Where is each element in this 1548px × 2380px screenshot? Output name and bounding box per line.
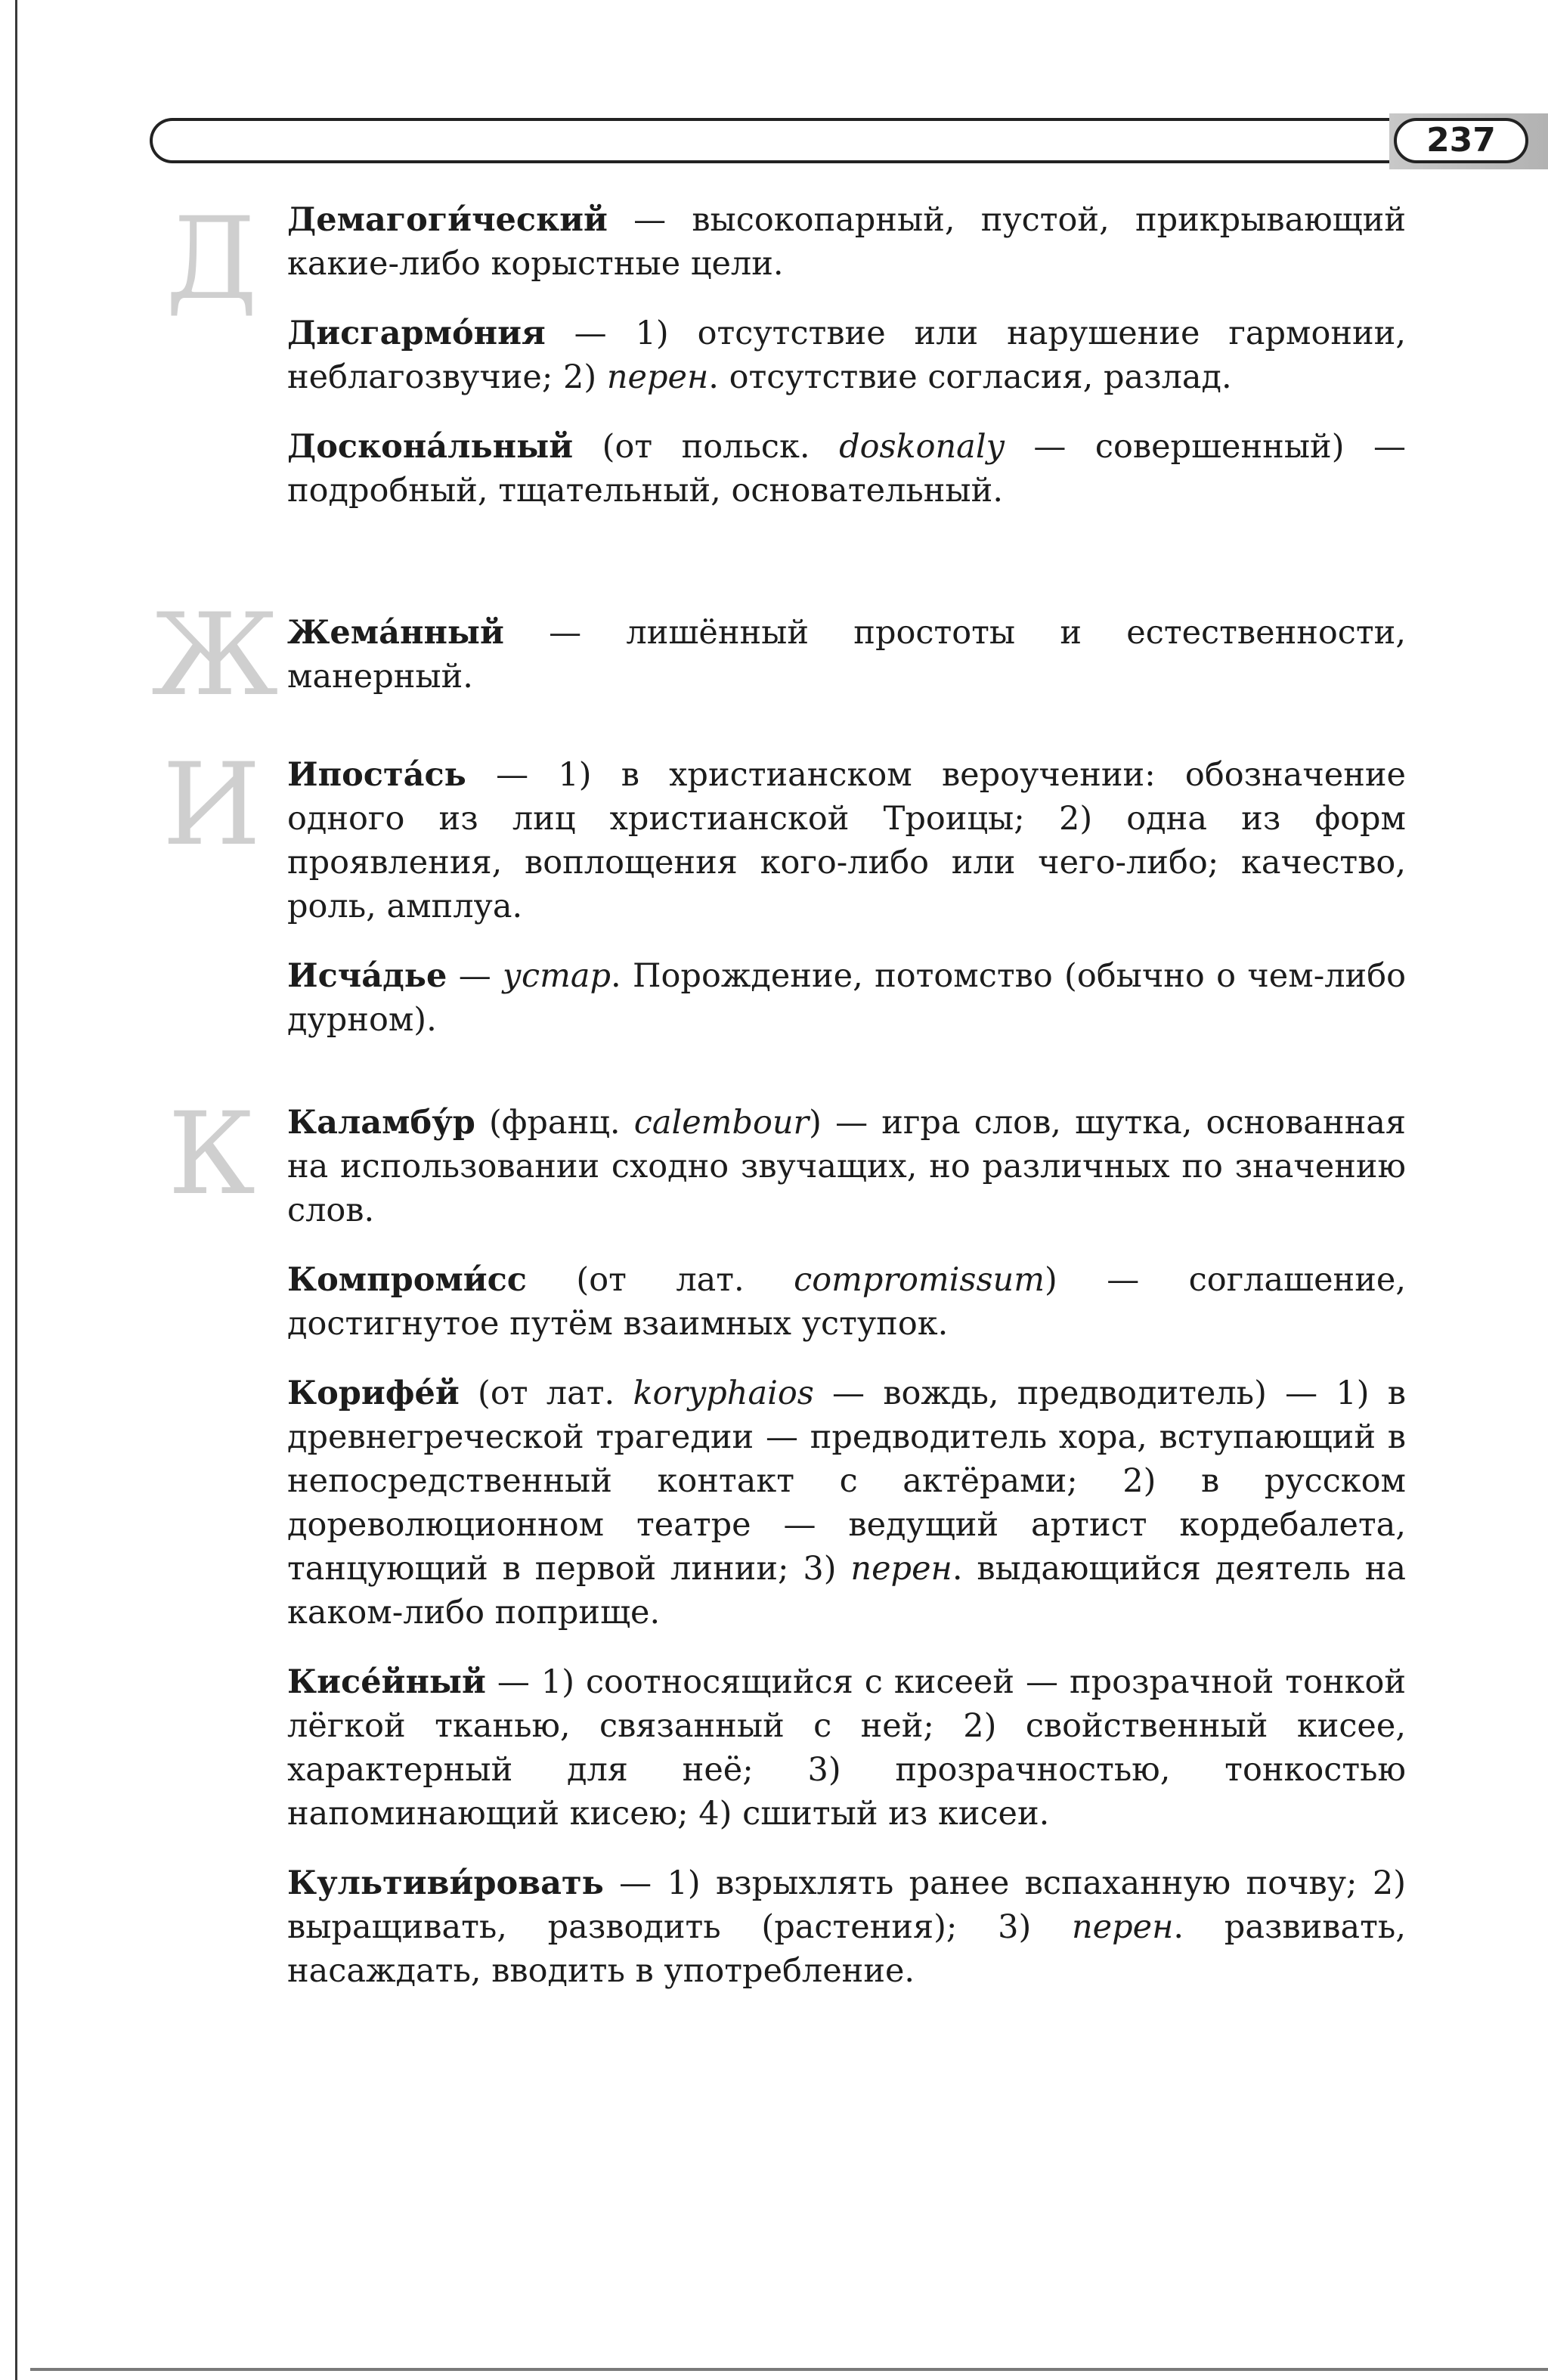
dictionary-entry bbox=[287, 198, 1406, 286]
dictionary-entry bbox=[287, 1258, 1406, 1346]
entry-term: Дисгармо́ния bbox=[287, 315, 546, 352]
page-header bbox=[150, 113, 1548, 169]
entry-definition: (франц. bbox=[475, 1104, 634, 1142]
entry-definition: . выдающийся деятель на каком-либо поприще. bbox=[287, 1550, 1406, 1632]
entry-term: Жема́нный bbox=[287, 614, 504, 652]
bottom-page-edge bbox=[30, 2368, 1548, 2371]
entry-term: Корифе́й bbox=[287, 1374, 460, 1412]
entry-definition: — 1) взрыхлять ранее вспаханную почву; 2) выращивать, разводить (растения); 3) bbox=[287, 1864, 1406, 1946]
entry-definition: — 1) соотносящийся с кисеей — прозрачной тонкой лёгкой тканью, связанный с ней; 2) свойственный кисее, характерный для неё; 3) прозрачностью, тонкостью напоминающий кисею; 4) сшитый из кисеи. bbox=[287, 1663, 1406, 1833]
section-zh bbox=[287, 611, 1406, 724]
entry-definition: (от польск. bbox=[573, 428, 840, 466]
section-letter-zh: Ж bbox=[151, 590, 279, 721]
dictionary-entry bbox=[287, 425, 1406, 513]
entry-definition: — вождь, предводитель) — 1) в древнегреческой трагедии — предводитель хора, вступающий в непосредственный контакт с актёрами; 2) в русском дореволюционном театре — ведущий артист кордебалета, танцующий в первой линии; 3) bbox=[287, 1374, 1406, 1588]
entry-definition: . развивать, насаждать, вводить в употребление. bbox=[287, 1908, 1406, 1990]
entry-term: Исча́дье bbox=[287, 957, 447, 995]
entry-definition: — высокопарный, пустой, прикрывающий какие-либо корыстные цели. bbox=[287, 201, 1406, 283]
dictionary-entry bbox=[287, 1660, 1406, 1836]
entry-etymon: compromissum bbox=[794, 1261, 1045, 1299]
entry-term: Компроми́сс bbox=[287, 1261, 527, 1299]
entry-definition: — лишённый простоты и естественности, манерный. bbox=[287, 614, 1406, 696]
entry-definition: — совершенный) — подробный, тщательный, основательный. bbox=[287, 428, 1406, 510]
entry-label: перен bbox=[850, 1550, 952, 1588]
entry-definition: (от лат. bbox=[526, 1261, 794, 1299]
section-d bbox=[287, 198, 1406, 538]
dictionary-entry bbox=[287, 1861, 1406, 1993]
entry-etymon: calembour bbox=[633, 1104, 810, 1142]
entry-term: Культиви́ровать bbox=[287, 1864, 604, 1902]
dictionary-entry bbox=[287, 1371, 1406, 1635]
entry-definition: (от лат. bbox=[459, 1374, 633, 1412]
section-letter-d: Д bbox=[166, 194, 258, 325]
entry-label: перен bbox=[1071, 1908, 1174, 1946]
entry-term: Кисе́йный bbox=[287, 1663, 486, 1701]
entry-definition: ) — игра слов, шутка, основанная на использовании сходно звучащих, но различных по значению слов. bbox=[287, 1104, 1406, 1229]
entry-label: перен bbox=[606, 358, 709, 396]
section-letter-k: К bbox=[167, 1089, 256, 1220]
entry-definition: . отсутствие согласия, разлад. bbox=[708, 358, 1232, 396]
entry-term: Доскона́льный bbox=[287, 428, 574, 466]
entry-etymon: koryphaios bbox=[633, 1374, 814, 1412]
dictionary-entry bbox=[287, 1101, 1406, 1232]
entry-definition: — bbox=[447, 957, 503, 995]
entry-definition: . Порождение, потомство (обычно о чем-либо дурном). bbox=[287, 957, 1406, 1039]
entry-etymon: doskonaly bbox=[839, 428, 1005, 466]
dictionary-entry bbox=[287, 954, 1406, 1042]
entry-definition: ) — соглашение, достигнутое путём взаимных уступок. bbox=[287, 1261, 1406, 1343]
entry-term: Каламбу́р bbox=[287, 1104, 475, 1142]
dictionary-entry bbox=[287, 311, 1406, 399]
page-number-tab bbox=[1389, 113, 1548, 169]
page-number: 237 bbox=[1394, 118, 1528, 163]
entry-definition: — 1) в христианском вероучении: обозначение одного из лиц христианской Троицы; 2) одна из форм проявления, воплощения кого-либо или чего-либо; качество, роль, амплуа. bbox=[287, 756, 1406, 925]
dictionary-entry bbox=[287, 611, 1406, 699]
entry-term: Ипоста́сь bbox=[287, 756, 466, 794]
dictionary-entry bbox=[287, 753, 1406, 928]
entry-term: Демагоги́ческий bbox=[287, 201, 608, 239]
left-page-edge bbox=[15, 0, 17, 2380]
header-rule bbox=[150, 118, 1389, 163]
section-letter-i: И bbox=[162, 739, 262, 871]
entry-definition: — 1) отсутствие или нарушение гармонии, неблагозвучие; 2) bbox=[287, 315, 1406, 396]
entry-label: устар bbox=[503, 957, 611, 995]
section-i bbox=[287, 753, 1406, 1068]
section-k bbox=[287, 1101, 1406, 2019]
